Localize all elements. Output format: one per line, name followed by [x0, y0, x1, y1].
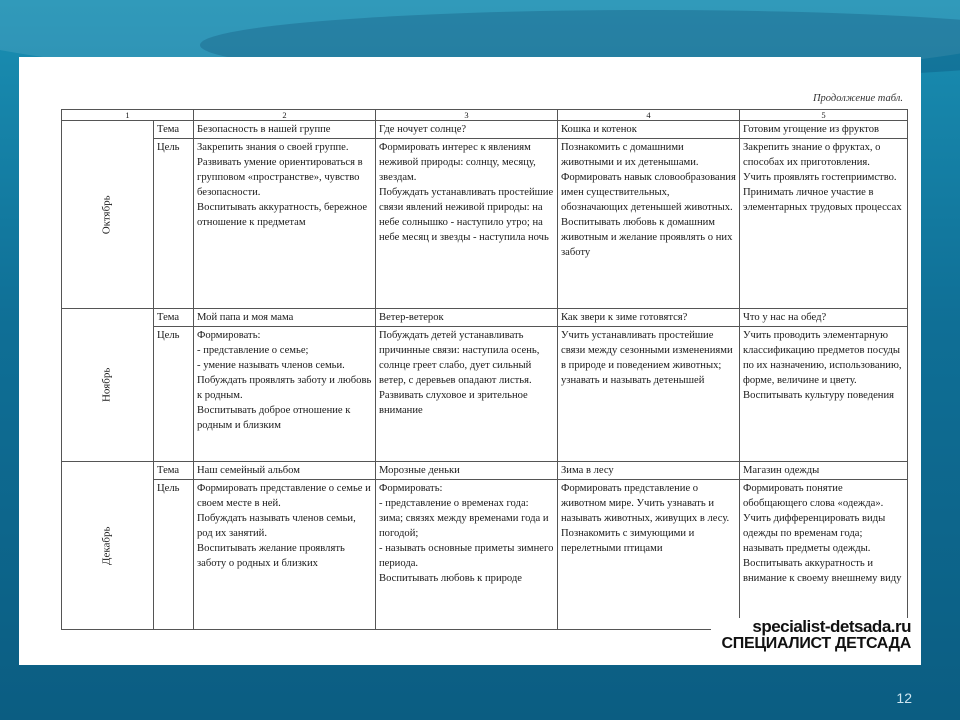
goal-text: Воспитывать желание проявлять заботу о родных и близких	[197, 543, 345, 570]
topic-cell: Что у нас на обед?	[740, 309, 908, 327]
goal-cell	[558, 327, 740, 462]
goal-text: Формировать понятие обобщающего слова «одежда».	[743, 483, 884, 510]
goal-cell	[194, 139, 376, 309]
goal-text: Побуждать устанавливать простейшие связи явлений неживой природы: на небе солнышко - наступило утро; на небе месяц и звезды - наступила ночь	[379, 187, 554, 244]
goal-list-item: - представление о семье;	[197, 343, 372, 358]
column-number: 5	[740, 110, 908, 121]
month-cell	[62, 121, 154, 309]
topic-cell: Морозные деньки	[376, 462, 558, 480]
page-number: 12	[896, 690, 912, 706]
goal-label: Цель	[154, 327, 194, 462]
goal-row	[62, 480, 908, 630]
goal-cell	[740, 327, 908, 462]
plan-table-body	[62, 121, 908, 630]
goal-cell	[558, 139, 740, 309]
topic-cell: Как звери к зиме готовятся?	[558, 309, 740, 327]
goal-text: Принимать личное участие в элементарных трудовых процессах	[743, 187, 902, 214]
goal-row	[62, 139, 908, 309]
goal-cell	[740, 139, 908, 309]
column-number: 4	[558, 110, 740, 121]
month-cell	[62, 462, 154, 630]
topic-cell: Кошка и котенок	[558, 121, 740, 139]
topic-cell: Где ночует солнце?	[376, 121, 558, 139]
column-number: 3	[376, 110, 558, 121]
topic-label: Тема	[154, 121, 194, 139]
topic-cell: Безопасность в нашей группе	[194, 121, 376, 139]
continuation-label: Продолжение табл.	[812, 93, 903, 104]
goal-cell	[740, 480, 908, 630]
column-number: 1	[62, 110, 194, 121]
goal-list-item: - умение называть членов семьи.	[197, 358, 372, 373]
goal-cell	[376, 327, 558, 462]
topic-row	[62, 309, 908, 327]
goal-text: Формировать:	[197, 330, 261, 342]
goal-cell	[194, 480, 376, 630]
goal-cell	[194, 327, 376, 462]
goal-text: Воспитывать аккуратность и внимание к своему внешнему виду	[743, 558, 902, 585]
month-cell	[62, 309, 154, 462]
goal-text: Воспитывать культуру поведения	[743, 390, 895, 402]
goal-text: Учить проявлять гостеприимство.	[743, 172, 897, 184]
topic-row	[62, 462, 908, 480]
month-label: Ноябрь	[100, 367, 113, 403]
goal-text: Побуждать проявлять заботу и любовь к родным.	[197, 375, 372, 402]
goal-list	[197, 343, 372, 373]
goal-text: Формировать представление о семье и своем месте в ней.	[197, 483, 371, 510]
goal-text: Учить устанавливать простейшие связи между сезонными изменениями в природе и поведением животных; узнавать и называть детенышей	[561, 330, 733, 387]
goal-label: Цель	[154, 480, 194, 630]
goal-list-item: - представление о временах года: зима; связях между временами года и погодой;	[379, 496, 554, 541]
goal-text: Формировать представление о животном мире. Учить узнавать и называть животных, живущих в лесу. Познакомить с зимующими и перелетными птицами	[561, 483, 730, 555]
watermark-logo	[711, 618, 911, 653]
topic-label: Тема	[154, 462, 194, 480]
goal-text: Побуждать называть членов семьи, род их занятий.	[197, 513, 356, 540]
topic-cell: Мой папа и моя мама	[194, 309, 376, 327]
topic-label: Тема	[154, 309, 194, 327]
topic-cell: Магазин одежды	[740, 462, 908, 480]
column-number: 2	[194, 110, 376, 121]
plan-table	[61, 109, 908, 630]
column-number-row	[62, 110, 908, 121]
goal-text: Учить проводить элементарную классификацию предметов посуды по их назначению, использованию, форме, величине и цвету.	[743, 330, 902, 387]
goal-list-item: - называть основные приметы зимнего периода.	[379, 541, 554, 571]
goal-text: Формировать:	[379, 483, 443, 495]
goal-text: Закрепить знание о фруктах, о способах их приготовления.	[743, 142, 881, 169]
topic-cell: Наш семейный альбом	[194, 462, 376, 480]
month-label: Декабрь	[100, 526, 113, 565]
goal-list	[379, 496, 554, 571]
goal-text: Развивать умение ориентироваться в групповом «пространстве», чувство безопасности.	[197, 157, 363, 199]
topic-row	[62, 121, 908, 139]
goal-text: Познакомить с домашними животными и их детенышами.	[561, 142, 699, 169]
goal-text: Учить дифференцировать виды одежды по временам года; называть предметы одежды.	[743, 513, 886, 555]
watermark-caption: СПЕЦИАЛИСТ ДЕТСАДА	[721, 635, 911, 653]
goal-text: Воспитывать любовь к домашним животным и желание проявлять о них заботу	[561, 217, 733, 259]
goal-text: Воспитывать доброе отношение к родным и близким	[197, 405, 351, 432]
watermark-url: specialist-detsada.ru	[752, 617, 911, 637]
goal-text: Формировать интерес к явлениям неживой природы: солнцу, месяцу, звездам.	[379, 142, 536, 184]
topic-cell: Готовим угощение из фруктов	[740, 121, 908, 139]
goal-cell	[558, 480, 740, 630]
goal-text: Формировать навык словообразования имен существительных, обозначающих детенышей животных.	[561, 172, 736, 214]
goal-cell	[376, 480, 558, 630]
goal-text: Развивать слуховое и зрительное внимание	[379, 390, 528, 417]
goal-row	[62, 327, 908, 462]
goal-cell	[376, 139, 558, 309]
goal-text: Закрепить знания о своей группе.	[197, 142, 349, 154]
slide-content	[19, 57, 921, 665]
month-label: Октябрь	[100, 195, 113, 234]
goal-text: Воспитывать аккуратность, бережное отношение к предметам	[197, 202, 368, 229]
goal-text: Воспитывать любовь к природе	[379, 573, 522, 585]
goal-label: Цель	[154, 139, 194, 309]
topic-cell: Зима в лесу	[558, 462, 740, 480]
goal-text: Побуждать детей устанавливать причинные связи: наступила осень, солнце греет слабо, дует сильный ветер, с деревьев опадают листья.	[379, 330, 540, 387]
topic-cell: Ветер-ветерок	[376, 309, 558, 327]
